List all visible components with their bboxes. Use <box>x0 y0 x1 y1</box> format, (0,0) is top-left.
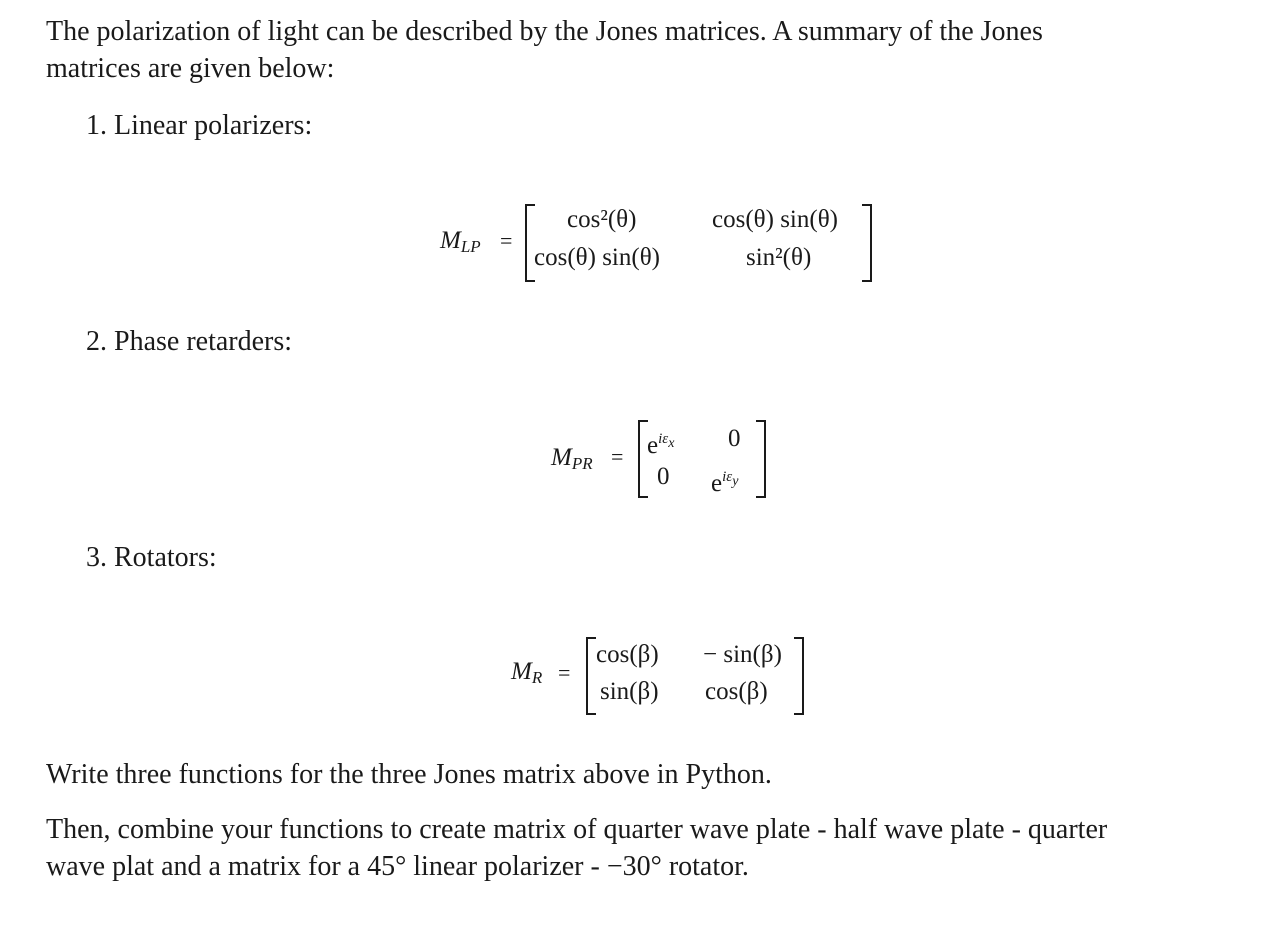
lp-cell-a21: cos(θ) sin(θ) <box>534 244 661 271</box>
task-line-3: wave plat and a matrix for a 45° linear polarizer - −30° rotator. <box>46 851 749 882</box>
lp-right-bracket <box>862 204 872 282</box>
pr-right-bracket <box>756 420 766 498</box>
r-cell-a21: sin(β) <box>600 678 659 705</box>
pr-cell-a21: 0 <box>657 463 670 490</box>
list-item-linear-polarizers <box>86 108 312 144</box>
intro-line-2: matrices are given below: <box>46 53 335 84</box>
pr-matrix-symbol: $M_{PR}$ <box>551 444 593 473</box>
list-number: 1. <box>86 110 107 141</box>
lp-equals-sign: = <box>500 228 513 253</box>
r-matrix-symbol: $M_R$ <box>511 658 543 687</box>
list-label: Rotators: <box>114 542 217 573</box>
intro-line-1: The polarization of light can be described by the Jones matrices. A summary of the Jones <box>46 16 1043 47</box>
list-item-phase-retarders <box>86 324 292 360</box>
lp-cell-a22: sin²(θ) <box>746 244 812 271</box>
r-cell-a11: cos(β) <box>596 641 659 668</box>
list-number: 2. <box>86 326 107 357</box>
list-number: 3. <box>86 542 107 573</box>
pr-cell-a22: $e^{i\varepsilon_y}$ <box>711 469 739 497</box>
r-cell-a22: cos(β) <box>705 678 768 705</box>
lp-matrix-symbol: $M_{LP}$ <box>440 227 481 256</box>
r-right-bracket <box>794 637 804 715</box>
list-label: Phase retarders: <box>114 326 293 357</box>
r-left-bracket <box>586 637 596 715</box>
list-item-rotators <box>86 540 217 576</box>
r-equals-sign: = <box>558 660 571 685</box>
lp-cell-a12: cos(θ) sin(θ) <box>712 206 839 233</box>
lp-cell-a11: cos²(θ) <box>567 206 637 233</box>
pr-cell-a11: $e^{i\varepsilon_x}$ <box>647 431 675 459</box>
r-cell-a12: − sin(β) <box>703 641 782 668</box>
pr-cell-a12: 0 <box>728 425 741 452</box>
pr-equals-sign: = <box>611 444 624 469</box>
task-line-1: Write three functions for the three Jones matrix above in Python. <box>46 759 772 790</box>
task-line-2: Then, combine your functions to create matrix of quarter wave plate - half wave plate - quarter <box>46 814 1108 845</box>
list-label: Linear polarizers: <box>114 110 313 141</box>
